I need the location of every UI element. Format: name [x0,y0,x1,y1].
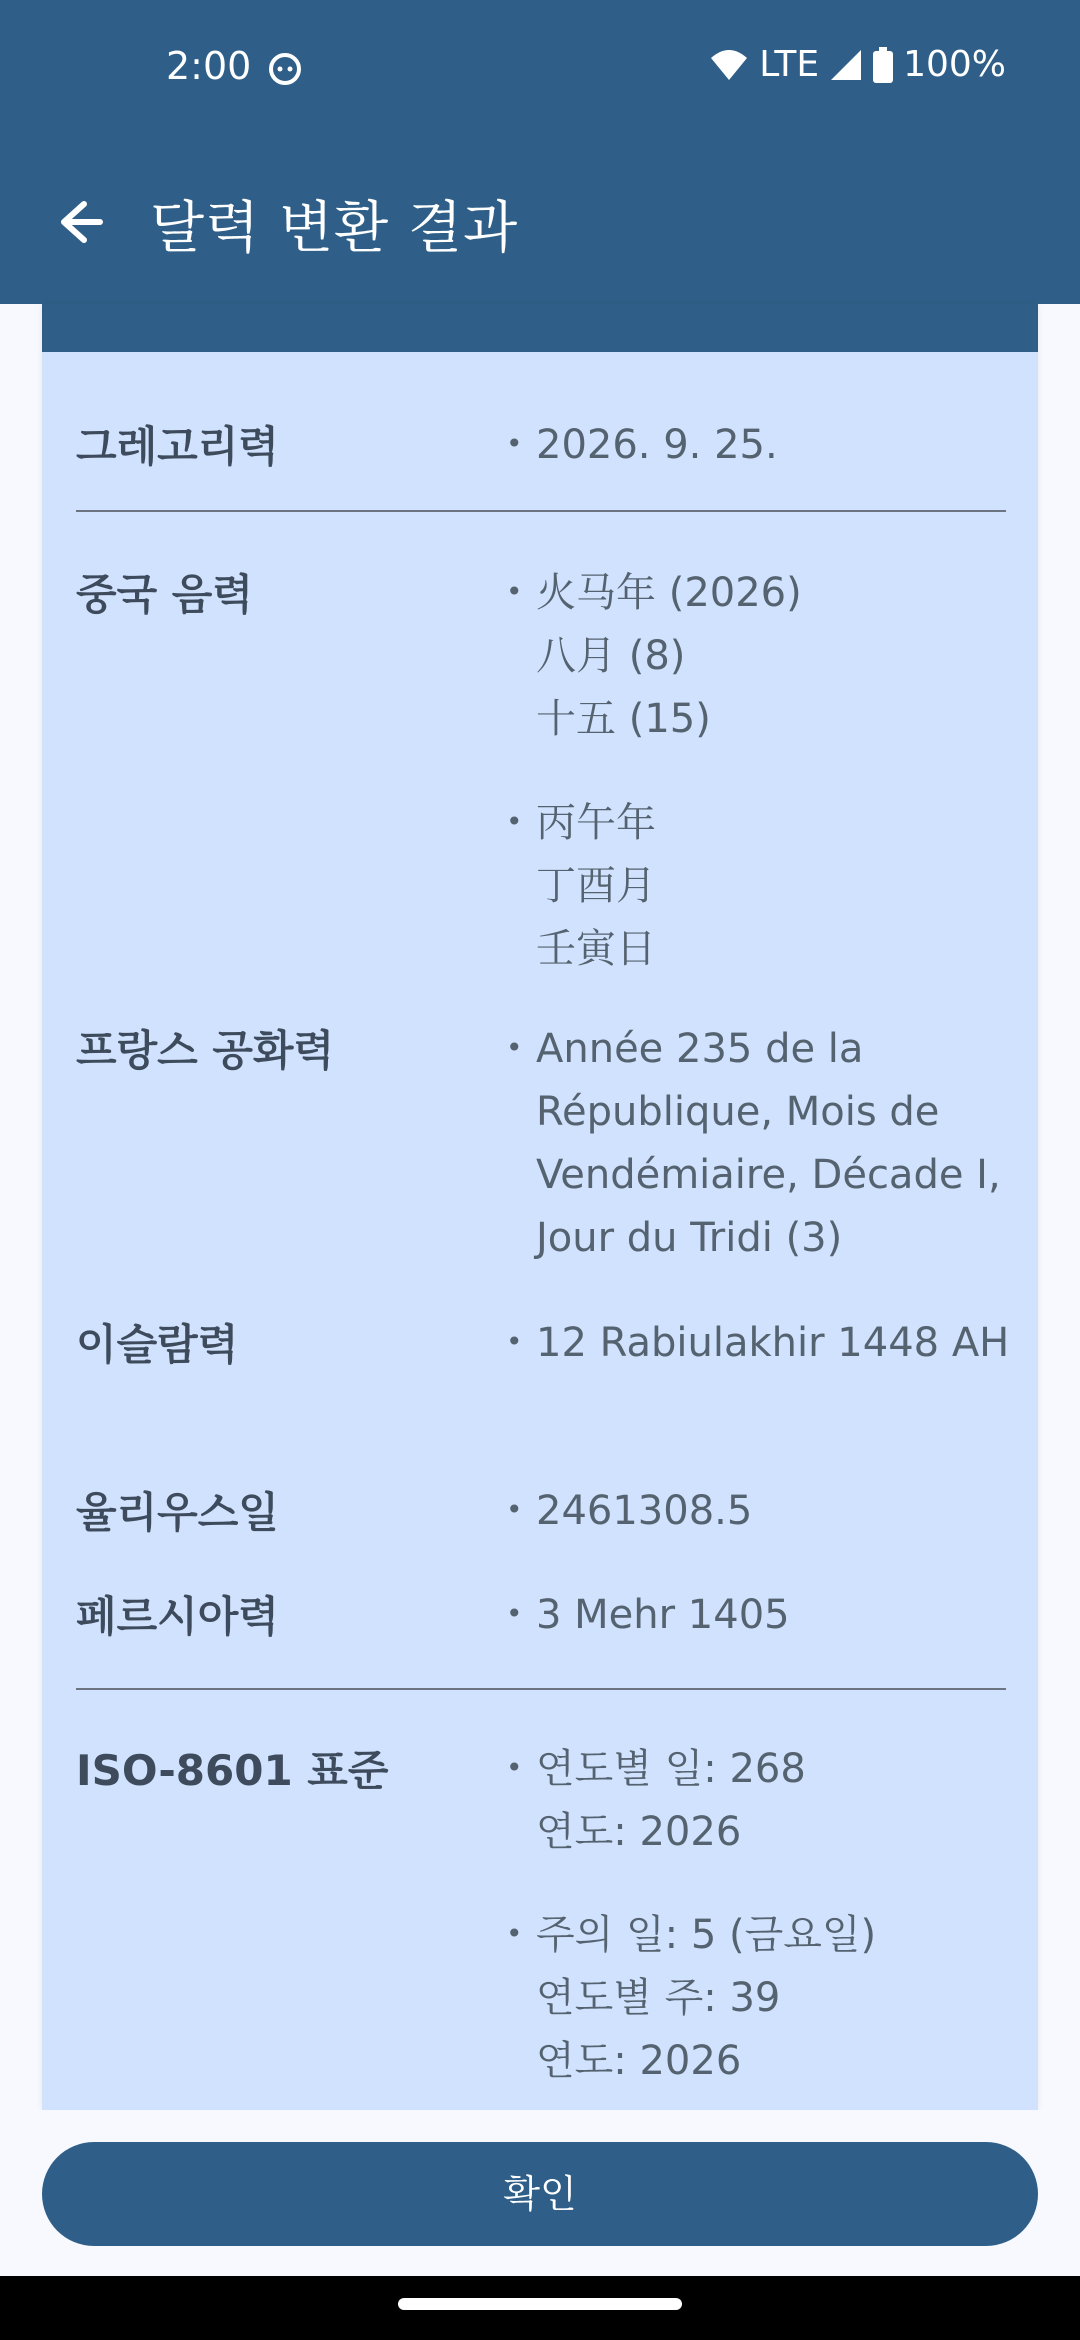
back-arrow-icon[interactable] [44,190,108,254]
row-label: 율리우스일 [76,1488,279,1537]
notification-face-icon [268,52,302,86]
row-value: • Année 235 de la République, Mois de Vendémiaire, Décade I, Jour du Tridi (3) [506,1026,1001,1261]
home-handle[interactable] [398,2298,682,2310]
page-title: 달력 변환 결과 [150,196,519,261]
battery-icon [873,47,893,83]
confirm-button[interactable]: 확인 [42,2142,1038,2246]
row-label: ISO-8601 표준 [76,1746,389,1795]
row-label: 이슬람력 [76,1320,239,1369]
signal-icon [829,48,863,82]
row-value: • 丙午年 丁酉月 壬寅日 [506,800,656,972]
divider [76,1688,1006,1690]
status-time: 2:00 [166,44,252,88]
bottom-bar [0,2110,1080,2276]
status-bar [0,0,1080,140]
app-bar [0,140,1080,304]
row-value: • 2461308.5 [506,1488,753,1534]
row-label: 중국 음력 [76,570,253,619]
row-value: • 火马年 (2026) 八月 (8) 十五 (15) [506,570,802,742]
navigation-bar [0,2276,1080,2340]
row-label: 프랑스 공화력 [76,1026,335,1075]
wifi-icon [709,48,749,82]
row-value: • 12 Rabiulakhir 1448 AH [506,1320,1010,1366]
battery-level: 100% [903,44,1006,85]
divider [76,510,1006,512]
card-header-strip [42,304,1038,352]
status-indicators [709,44,1006,85]
network-type: LTE [759,44,820,85]
row-value: • 2026. 9. 25. [506,422,778,468]
row-value: • 3 Mehr 1405 [506,1592,790,1638]
row-label: 페르시아력 [76,1592,279,1641]
row-label: 그레고리력 [76,422,279,471]
row-value: • 연도별 일: 268 연도: 2026 [506,1746,806,1855]
row-value: • 주의 일: 5 (금요일) 연도별 주: 39 연도: 2026 [506,1912,877,2084]
